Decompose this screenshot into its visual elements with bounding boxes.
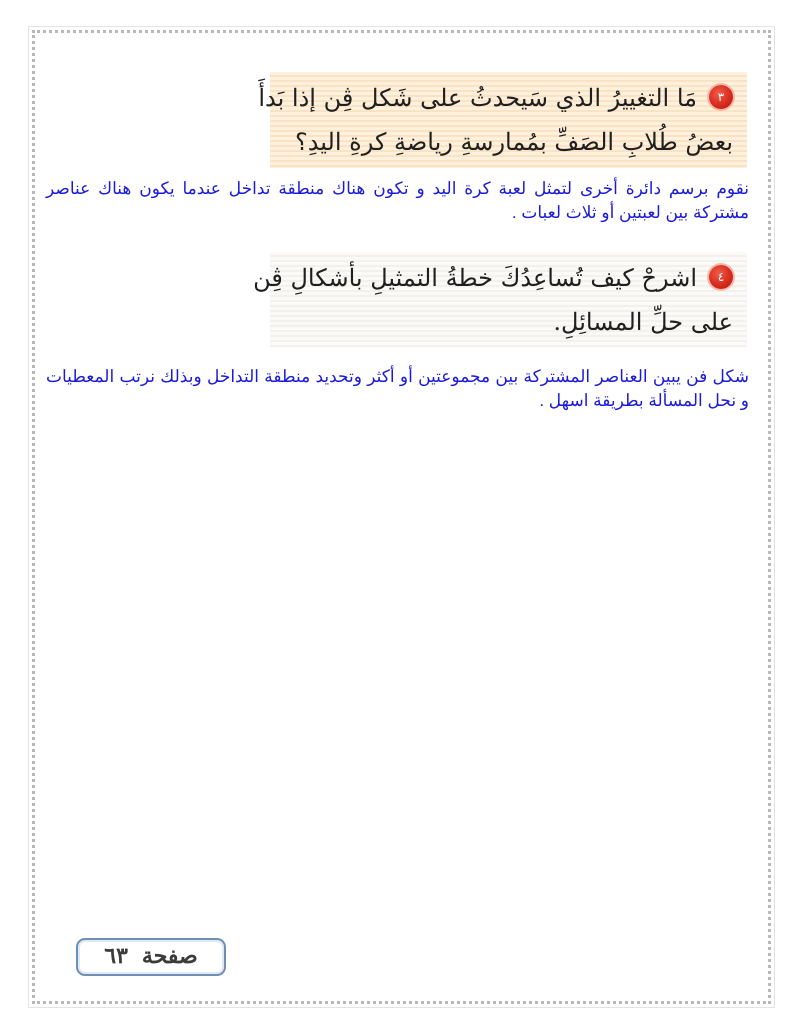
page-number-label [76,938,226,976]
question-3-line-1 [258,76,733,120]
question-4-box [253,252,747,348]
question-3-line-2: بعضُ طُلابِ الصَفِّ بمُمارسةِ رياضةِ كرةِ اليدِ؟ [294,128,733,156]
page-word: صفحة [141,943,198,969]
question-4-line-1 [253,256,733,300]
answer-3: نقوم برسم دائرة أخرى لتمثل لعبة كرة اليد و تكون هناك منطقة تداخل عندما يكون هناك عناصر مشتركة بين لعبتين أو ثلاث لعبات . [46,179,749,222]
answer-4: شكل فن يبين العناصر المشتركة بين مجموعتين أو أكثر وتحديد منطقة التداخل وبذلك نرتب المعطيات و نحل المسألة بطريقة اسهل . [46,367,749,410]
question-3-number-badge: ٣ [709,85,733,109]
question-4-line-2: على حلِّ المسائِلِ. [553,308,733,336]
question-3-text-1: مَا التغييرُ الذي سَيحدثُ على شَكل ڤِن إذا بَدأَ [258,84,697,112]
page-number: ٦٣ [104,943,128,969]
question-4-number-badge: ٤ [709,265,733,289]
question-4-text-1: اشرحْ كيف تُساعِدُكَ خطةُ التمثيلِ بأشكالِ ڤِن [253,264,697,292]
question-3-box [258,72,747,168]
